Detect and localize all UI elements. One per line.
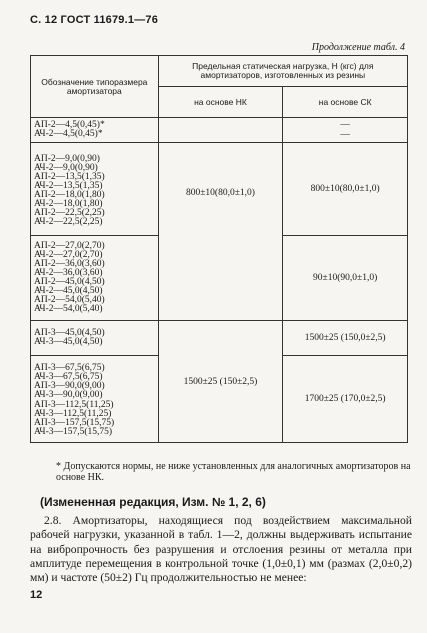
cell-nk: 800±10(80,0±1,0) (158, 143, 283, 321)
load-table (30, 55, 408, 443)
cell-sk: — — (283, 118, 408, 143)
row-designations: АП-3—45,0(4,50) АЧ-3—45,0(4,50) (31, 321, 159, 356)
cell-nk: 1500±25 (150±2,5) (158, 321, 283, 443)
col-header-designation: Обозначение типоразмера амортизатора (31, 56, 159, 118)
row-designations: АП-2—4,5(0,45)* АЧ-2—4,5(0,45)* (31, 118, 159, 143)
col-header-sk: на основе СК (283, 87, 408, 118)
cell-sk: 1500±25 (150,0±2,5) (283, 321, 408, 356)
table-continuation-label: Продолжение табл. 4 (311, 42, 405, 53)
footnote: * Допускаются нормы, не ниже установленных для аналогичных амортизаторов на основе НК. (56, 461, 411, 483)
col-header-nk: на основе НК (158, 87, 283, 118)
cell-sk: 800±10(80,0±1,0) (283, 143, 408, 236)
paragraph-2-8: 2.8. Амортизаторы, находящиеся под воздействием максимальной рабочей нагрузки, указанной в табл. 1—2, должны выдерживать испытание на вибропрочность без разрушения и отслоения резины от металла при амплитуде перемещения в контрольной точке (1,0±0,1) мм (размах (2,0±0,2) мм) и частоте (50±2) Гц продолжительностью не менее: (30, 514, 412, 585)
table-row (31, 118, 408, 143)
row-designations: АП-2—9,0(0,90) АЧ-2—9,0(0,90) АП-2—13,5(1,35) АЧ-2—13,5(1,35) АП-2—18,0(1,80) АЧ-2—18,0(1,80) АП-2—22,5(2,25) АЧ-2—22,5(2,25) (31, 143, 159, 236)
table-row (31, 321, 408, 356)
col-header-load: Предельная статическая нагрузка, Н (кгс) для амортизаторов, изготовленных из резины (158, 56, 407, 87)
page-number: 12 (30, 589, 43, 601)
edition-note: (Измененная редакция, Изм. № 1, 2, 6) (40, 495, 266, 509)
cell-sk: 1700±25 (170,0±2,5) (283, 356, 408, 443)
table-row (31, 143, 408, 236)
page-header: С. 12 ГОСТ 11679.1—76 (30, 14, 159, 26)
row-designations: АП-2—27,0(2,70) АЧ-2—27,0(2,70) АП-2—36,0(3,60) АЧ-2—36,0(3,60) АП-2—45,0(4,50) АЧ-2—45,0(4,50) АП-2—54,0(5,40) АЧ-2—54,0(5,40) (31, 236, 159, 321)
cell-sk: 90±10(90,0±1,0) (283, 236, 408, 321)
row-designations: АП-3—67,5(6,75) АЧ-3—67,5(6,75) АП-3—90,0(9,00) АЧ-3—90,0(9,00) АП-3—112,5(11,25) АЧ-3—112,5(11,25) АП-3—157,5(15,75) АЧ-3—157,5(15,75) (31, 356, 159, 443)
cell-nk (158, 118, 283, 143)
